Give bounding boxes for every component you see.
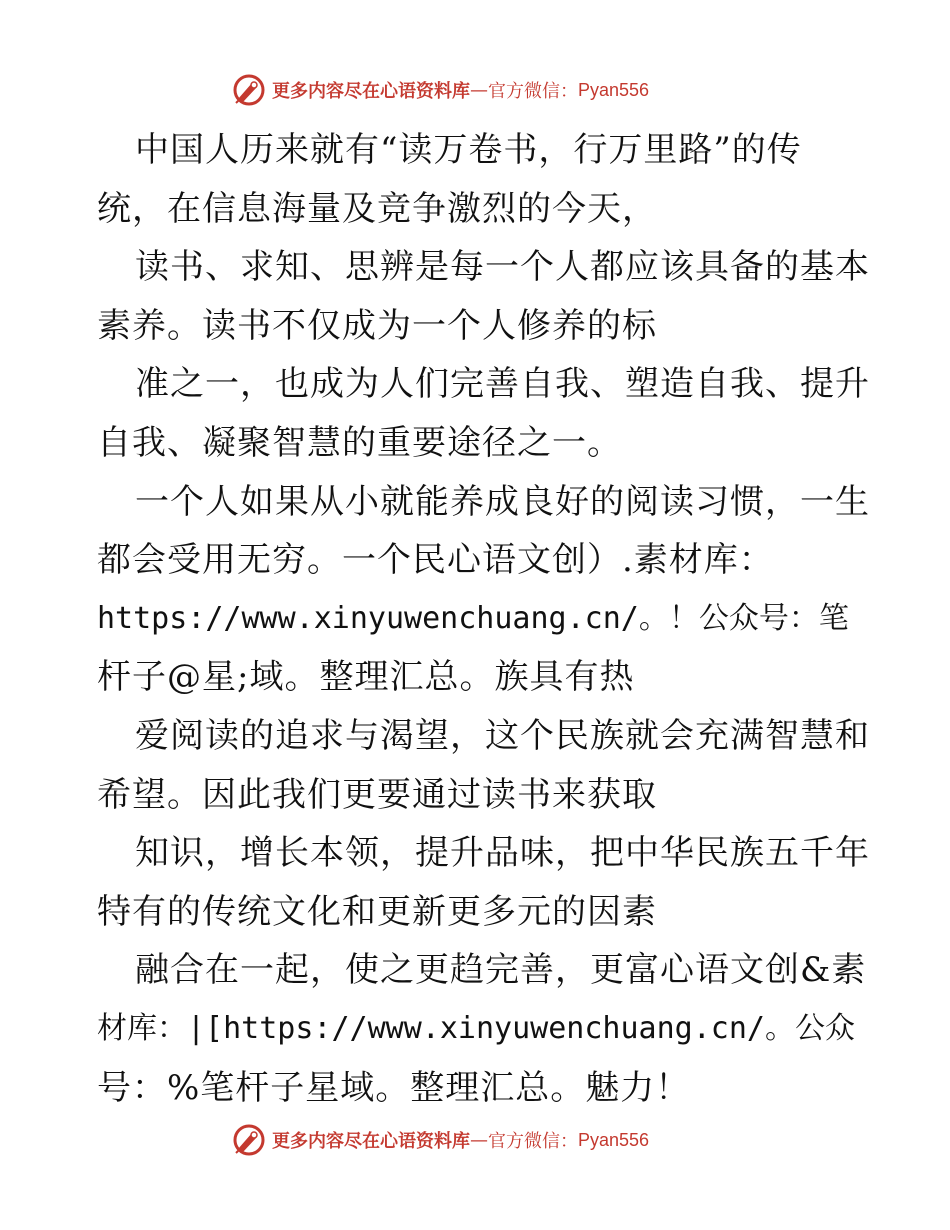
banner-text: 更多内容尽在心语资料库 xyxy=(272,1131,470,1152)
body-line: 一个人如果从小就能养成良好的阅读习惯，一生 xyxy=(135,481,870,522)
document-body xyxy=(97,121,870,1117)
pen-nib-logo-icon xyxy=(232,73,266,107)
body-line: 自我、凝聚智慧的重要途径之一。 xyxy=(97,422,622,463)
banner-wechat-id: Pyan556 xyxy=(578,1129,650,1150)
body-line-url: https://www.xinyuwenchuang.cn/。！公众号：笔 xyxy=(97,600,849,636)
body-line-url: 材库：|[https://www.xinyuwenchuang.cn/。公众 xyxy=(97,1010,855,1046)
body-line: 融合在一起，使之更趋完善，更富心语文创&素 xyxy=(135,950,867,991)
body-line: 都会受用无穷。一个民心语文创）.素材库： xyxy=(97,540,774,581)
banner-wechat-id: Pyan556 xyxy=(578,79,650,100)
footer-watermark-banner xyxy=(232,1122,649,1158)
banner-separator: — xyxy=(470,1129,488,1151)
body-line: 希望。因此我们更要通过读书来获取 xyxy=(97,774,657,815)
body-line: 统，在信息海量及竞争激烈的今天， xyxy=(97,188,657,229)
body-line: 特有的传统文化和更新更多元的因素 xyxy=(97,891,657,932)
body-line: 知识，增长本领，提升品味，把中华民族五千年 xyxy=(135,833,870,874)
header-watermark-banner xyxy=(232,72,649,108)
banner-text: 更多内容尽在心语资料库 xyxy=(272,81,470,102)
body-line: 爱阅读的追求与渴望，这个民族就会充满智慧和 xyxy=(135,715,870,756)
banner-separator: — xyxy=(470,79,488,101)
body-line: 读书、求知、思辨是每一个人都应该具备的基本 xyxy=(135,247,870,288)
banner-wechat-label: 官方微信： xyxy=(488,81,578,102)
body-line: 中国人历来就有“读万卷书，行万里路”的传 xyxy=(135,130,802,170)
body-line: 准之一，也成为人们完善自我、塑造自我、提升 xyxy=(135,364,870,405)
body-line: 杆子@星;域。整理汇总。族具有热 xyxy=(97,657,635,698)
pen-nib-logo-icon xyxy=(232,1123,266,1157)
body-line: 素养。读书不仅成为一个人修养的标 xyxy=(97,305,657,346)
banner-wechat-label: 官方微信： xyxy=(488,1131,578,1152)
body-line: 号：%笔杆子星域。整理汇总。魅力！ xyxy=(97,1067,691,1108)
